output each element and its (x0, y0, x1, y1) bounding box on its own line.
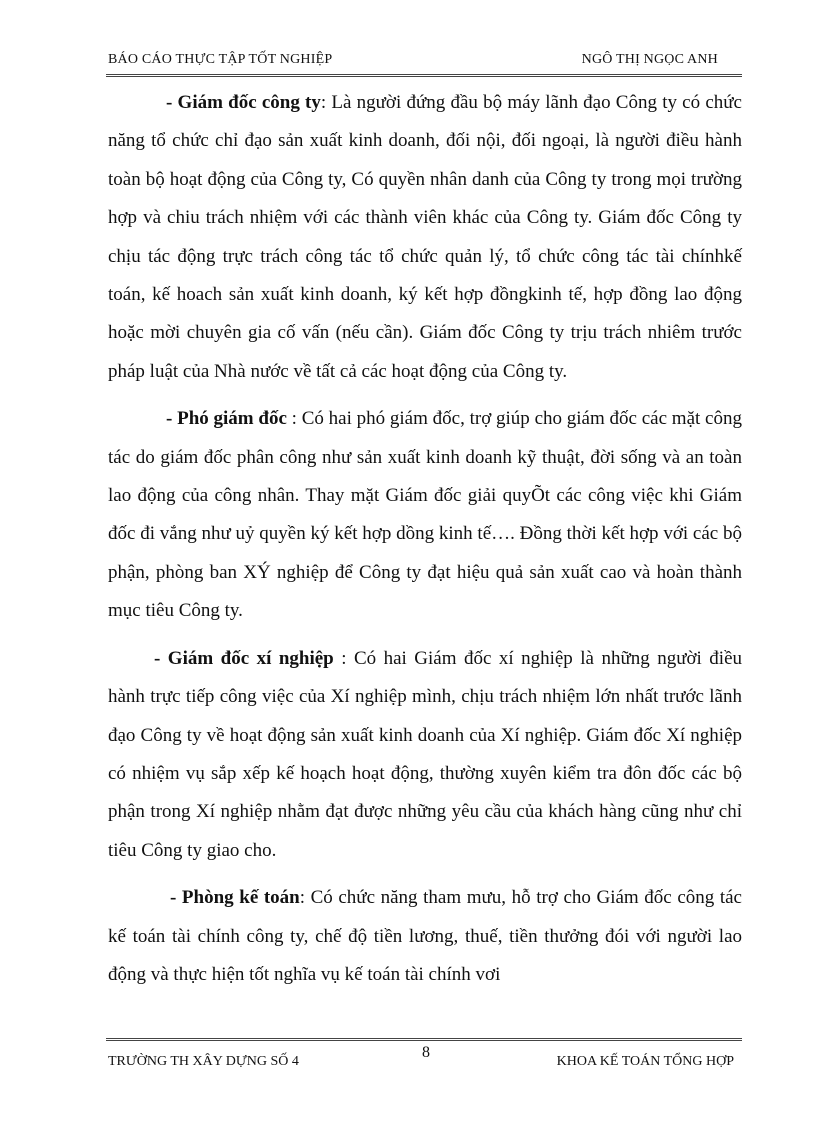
page-footer (108, 1044, 734, 1078)
page-number: 8 (422, 1044, 430, 1061)
footer-school-name: TRƯỜNG TH XÂY DỰNG SỐ 4 (108, 1054, 299, 1069)
paragraph-giam-doc-cong-ty (108, 84, 742, 391)
paragraph-text: : Có hai phó giám đốc, trợ giúp cho giám đốc các mặt công tác do giám đốc phân công như sản xuất kinh doanh kỹ thuật, đời sống và an toàn lao động của công nhân. Thay mặt Giám đốc giải quyÕt các công việc khi Giám đốc đi vắng như uỷ quyền ký kết hợp dồng kinh tế…. Đồng thời kết hợp với các bộ phận, phòng ban XÝ nghiệp để Công ty đạt hiệu quả sản xuất cao và hoàn thành mục tiêu Công ty. (108, 408, 742, 622)
paragraph-pho-giam-doc (108, 400, 742, 630)
header-author-name: NGÔ THỊ NGỌC ANH (581, 52, 718, 67)
paragraph-text: : Là người đứng đầu bộ máy lãnh đạo Công ty có chức năng tổ chức chỉ đạo sản xuất kinh doanh, đối nội, đối ngoại, là người điều hành toàn bộ hoạt động của Công ty, Có quyền nhân danh của Công ty trong mọi trường hợp và chiu trách nhiệm với các thành viên khác của Công ty. Giám đốc Công ty chịu tác động trực trách công tác tổ chức quản lý, tổ chức công tác tài chínhkế toán, kế hoach sản xuất kinh doanh, ký kết hợp đồngkinh tế, hợp đồng lao động hoặc mời chuyên gia cố vấn (nếu cần). Giám đốc Công ty trịu trách nhiêm trước pháp luật của Nhà nước về tất cả các hoạt động của Công ty. (108, 92, 742, 382)
document-body (108, 84, 742, 994)
term-giam-doc-xi-nghiep: - Giám đốc xí nghiệp (154, 647, 334, 669)
header-divider (106, 74, 742, 77)
header-report-title: BÁO CÁO THỰC TẬP TỐT NGHIỆP (108, 52, 333, 67)
paragraph-giam-doc-xi-nghiep (108, 640, 742, 870)
paragraph-text: : Có hai Giám đốc xí nghiệp là những người điều hành trực tiếp công việc của Xí nghiệp mình, chịu trách nhiệm lớn nhất trước lãnh đạo Công ty về hoạt động sản xuất kinh doanh của Xí nghiệp. Giám đốc Xí nghiệp có nhiệm vụ sắp xếp kế hoạch hoạt động, thường xuyên kiểm tra đôn đốc các bộ phận trong Xí nghiệp nhằm đạt được những yêu cầu của khách hàng cũng như chỉ tiêu Công ty giao cho. (108, 647, 742, 861)
footer-divider (106, 1038, 742, 1041)
term-phong-ke-toan: - Phòng kế toán (170, 887, 300, 909)
term-pho-giam-doc: - Phó giám đốc (166, 408, 287, 430)
term-giam-doc-cong-ty: - Giám đốc công ty (166, 92, 321, 113)
paragraph-phong-ke-toan (108, 879, 742, 994)
paragraph-text: : Có chức năng tham mưu, hỗ trợ cho Giám đốc công tác kế toán tài chính công ty, chế độ tiền lương, thuế, tiền thưởng đói với người lao động và thực hiện tốt nghĩa vụ kế toán tài chính vơi (108, 887, 742, 985)
footer-department: KHOA KẾ TOÁN TỔNG HỢP (556, 1054, 734, 1069)
page-header (108, 52, 718, 72)
